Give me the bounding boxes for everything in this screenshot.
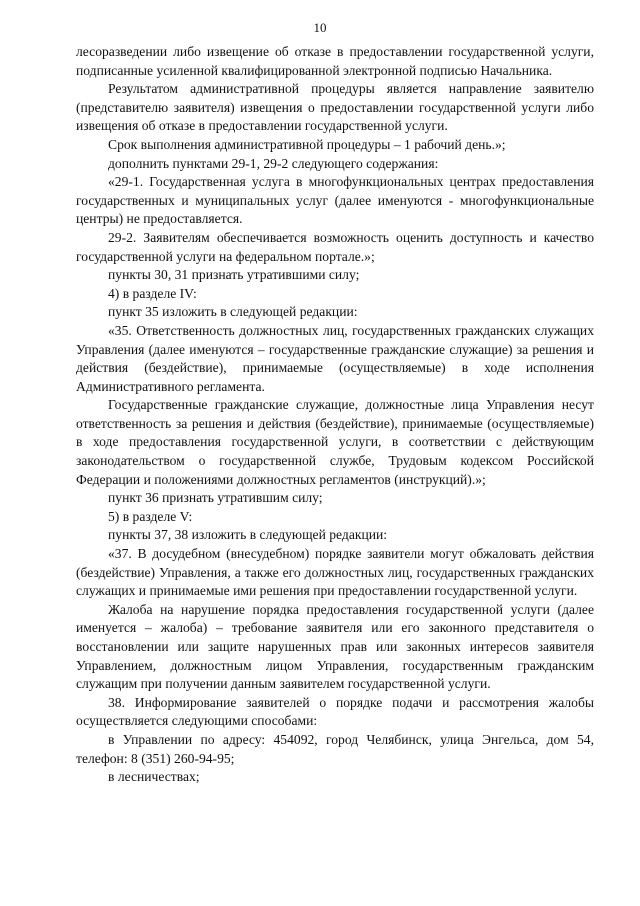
paragraph: «35. Ответственность должностных лиц, государственных гражданских служащих Управления (далее именуются – государственные гражданские служащие) за решения и действия (бездействие), принимаемые (осуществляемые) в ходе исполнения Административного регламента. — [76, 322, 594, 394]
paragraph: Государственные гражданские служащие, должностные лица Управления несут ответственность за решения и действия (бездействие), принимаемые (осуществляемые) в ходе предоставления государственной услуги, в соответствии с действующим законодательством о государственной службе, Трудовым кодексом Российской Федерации и положениями должностных регламентов (инструкций).»; — [76, 397, 594, 487]
paragraph: Жалоба на нарушение порядка предоставления государственной услуги (далее именуется – жалоба) – требование заявителя или его законного представителя о восстановлении или защите нарушенных прав или законных интересов заявителя Управлением, должностным лицом Управления, государственным гражданским служащим при получении данным заявителем государственной услуги. — [76, 601, 594, 692]
paragraph: в Управлении по адресу: 454092, город Челябинск, улица Энгельса, дом 54, телефон: 8 (351) 260-94-95; — [76, 731, 594, 766]
page-number: 10 — [313, 20, 327, 35]
paragraph: 4) в разделе IV: — [108, 285, 197, 301]
paragraph: дополнить пунктами 29-1, 29-2 следующего содержания: — [108, 155, 439, 171]
paragraph: Срок выполнения административной процедуры – 1 рабочий день.»; — [108, 136, 506, 152]
paragraph: пункт 35 изложить в следующей редакции: — [108, 304, 358, 320]
paragraph: 38. Информирование заявителей о порядке подачи и рассмотрения жалобы осуществляется следующими способами: — [76, 694, 594, 729]
paragraph: пункты 30, 31 признать утратившими силу; — [108, 267, 360, 283]
paragraph: «37. В досудебном (внесудебном) порядке заявители могут обжаловать действия (бездействие) Управления, а также его должностных лиц, государственных гражданских служащих и принимаемые ими решения при предоставлении государственной услуги. — [76, 546, 594, 599]
paragraph: пункты 37, 38 изложить в следующей редакции: — [108, 527, 388, 543]
paragraph: лесоразведении либо извещение об отказе в предоставлении государственной услуги, подписанные усиленной квалифицированной электронной подписью Начальника. — [76, 44, 594, 78]
paragraph: 5) в разделе V: — [108, 508, 193, 524]
document-body — [76, 43, 594, 787]
paragraph: Результатом административной процедуры является направление заявителю (представителю заявителя) извещения о предоставлении государственной услуги либо извещения об отказе в предоставлении государственной услуги. — [76, 81, 594, 134]
paragraph: «29-1. Государственная услуга в многофункциональных центрах предоставления государственных и муниципальных услуг (далее именуются - многофункциональные центры) не предоставляется. — [76, 174, 594, 227]
paragraph: в лесничествах; — [108, 769, 200, 785]
paragraph: 29-2. Заявителям обеспечивается возможность оценить доступность и качество государственной услуги на федеральном портале.»; — [76, 229, 594, 264]
paragraph: пункт 36 признать утратившим силу; — [108, 490, 323, 506]
